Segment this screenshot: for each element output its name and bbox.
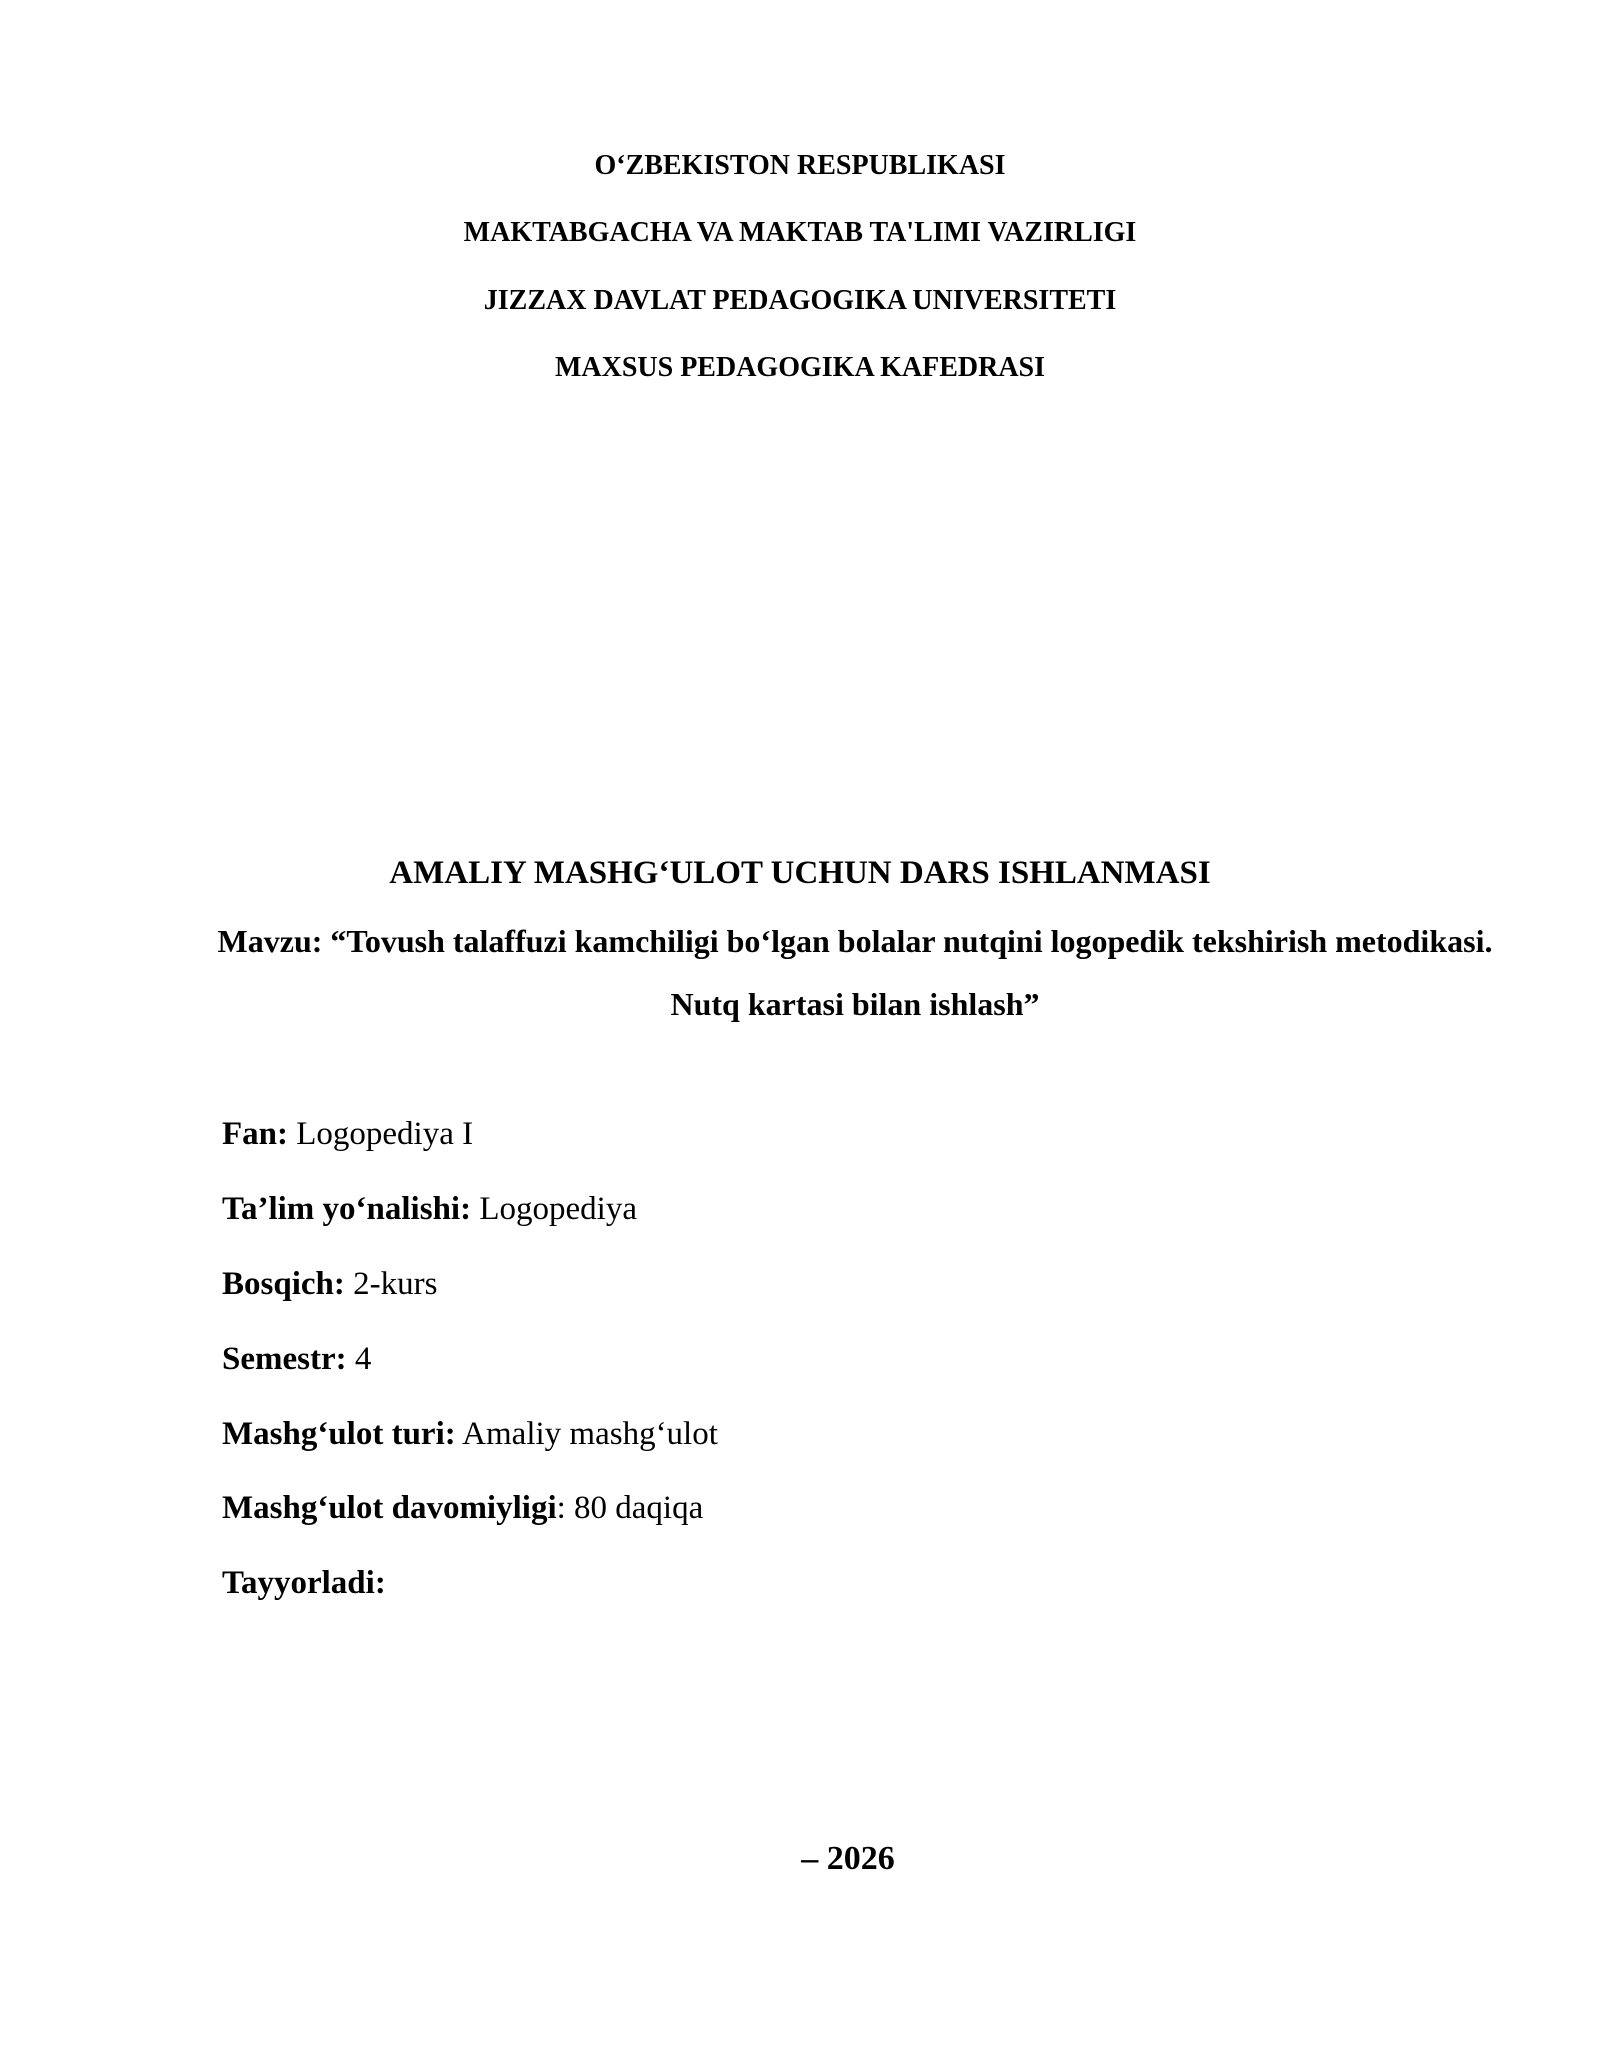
- field-semestr-value: 4: [346, 1341, 372, 1377]
- field-fan-value: Logopediya I: [288, 1116, 474, 1152]
- field-tayyorladi-label: Tayyorladi:: [222, 1565, 386, 1601]
- field-mashgulot-turi: [222, 1414, 718, 1454]
- document-topic: Mavzu: “Tovush talaffuzi kamchiligi bo‘lgan bolalar nutqini logopedik tekshirish metodikasi. Nutq kartasi bilan ishlash”: [217, 923, 1493, 1022]
- field-bosqich-value: 2-kurs: [344, 1266, 438, 1302]
- field-talim: [222, 1189, 637, 1229]
- header-university: JIZZAX DAVLAT PEDAGOGIKA UNIVERSITETI: [483, 285, 1117, 316]
- field-davomiyligi-value: : 80 daqiqa: [556, 1490, 704, 1526]
- header-department: MAXSUS PEDAGOGIKA KAFEDRASI: [554, 352, 1046, 383]
- field-davomiyligi: [222, 1488, 703, 1528]
- field-davomiyligi-label: Mashg‘ulot davomiyligi: [222, 1490, 557, 1526]
- document-title: AMALIY MASHG‘ULOT UCHUN DARS ISHLANMASI: [389, 855, 1211, 891]
- header-republic: O‘ZBEKISTON RESPUBLIKASI: [594, 150, 1006, 181]
- field-mashgulot-turi-label: Mashg‘ulot turi:: [222, 1416, 456, 1452]
- field-fan-label: Fan:: [222, 1116, 288, 1152]
- field-bosqich: [222, 1264, 437, 1304]
- field-fan: [222, 1114, 473, 1154]
- field-semestr-label: Semestr:: [222, 1341, 347, 1377]
- header-ministry: MAKTABGACHA VA MAKTAB TA'LIMI VAZIRLIGI: [463, 217, 1137, 248]
- field-semestr: [222, 1339, 371, 1379]
- document-year: – 2026: [801, 1840, 895, 1877]
- field-talim-label: Ta’lim yo‘nalishi:: [222, 1191, 472, 1227]
- field-bosqich-label: Bosqich:: [222, 1266, 345, 1302]
- field-mashgulot-turi-value: Amaliy mashg‘ulot: [455, 1416, 718, 1452]
- field-talim-value: Logopediya: [471, 1191, 637, 1227]
- field-tayyorladi: [222, 1563, 386, 1603]
